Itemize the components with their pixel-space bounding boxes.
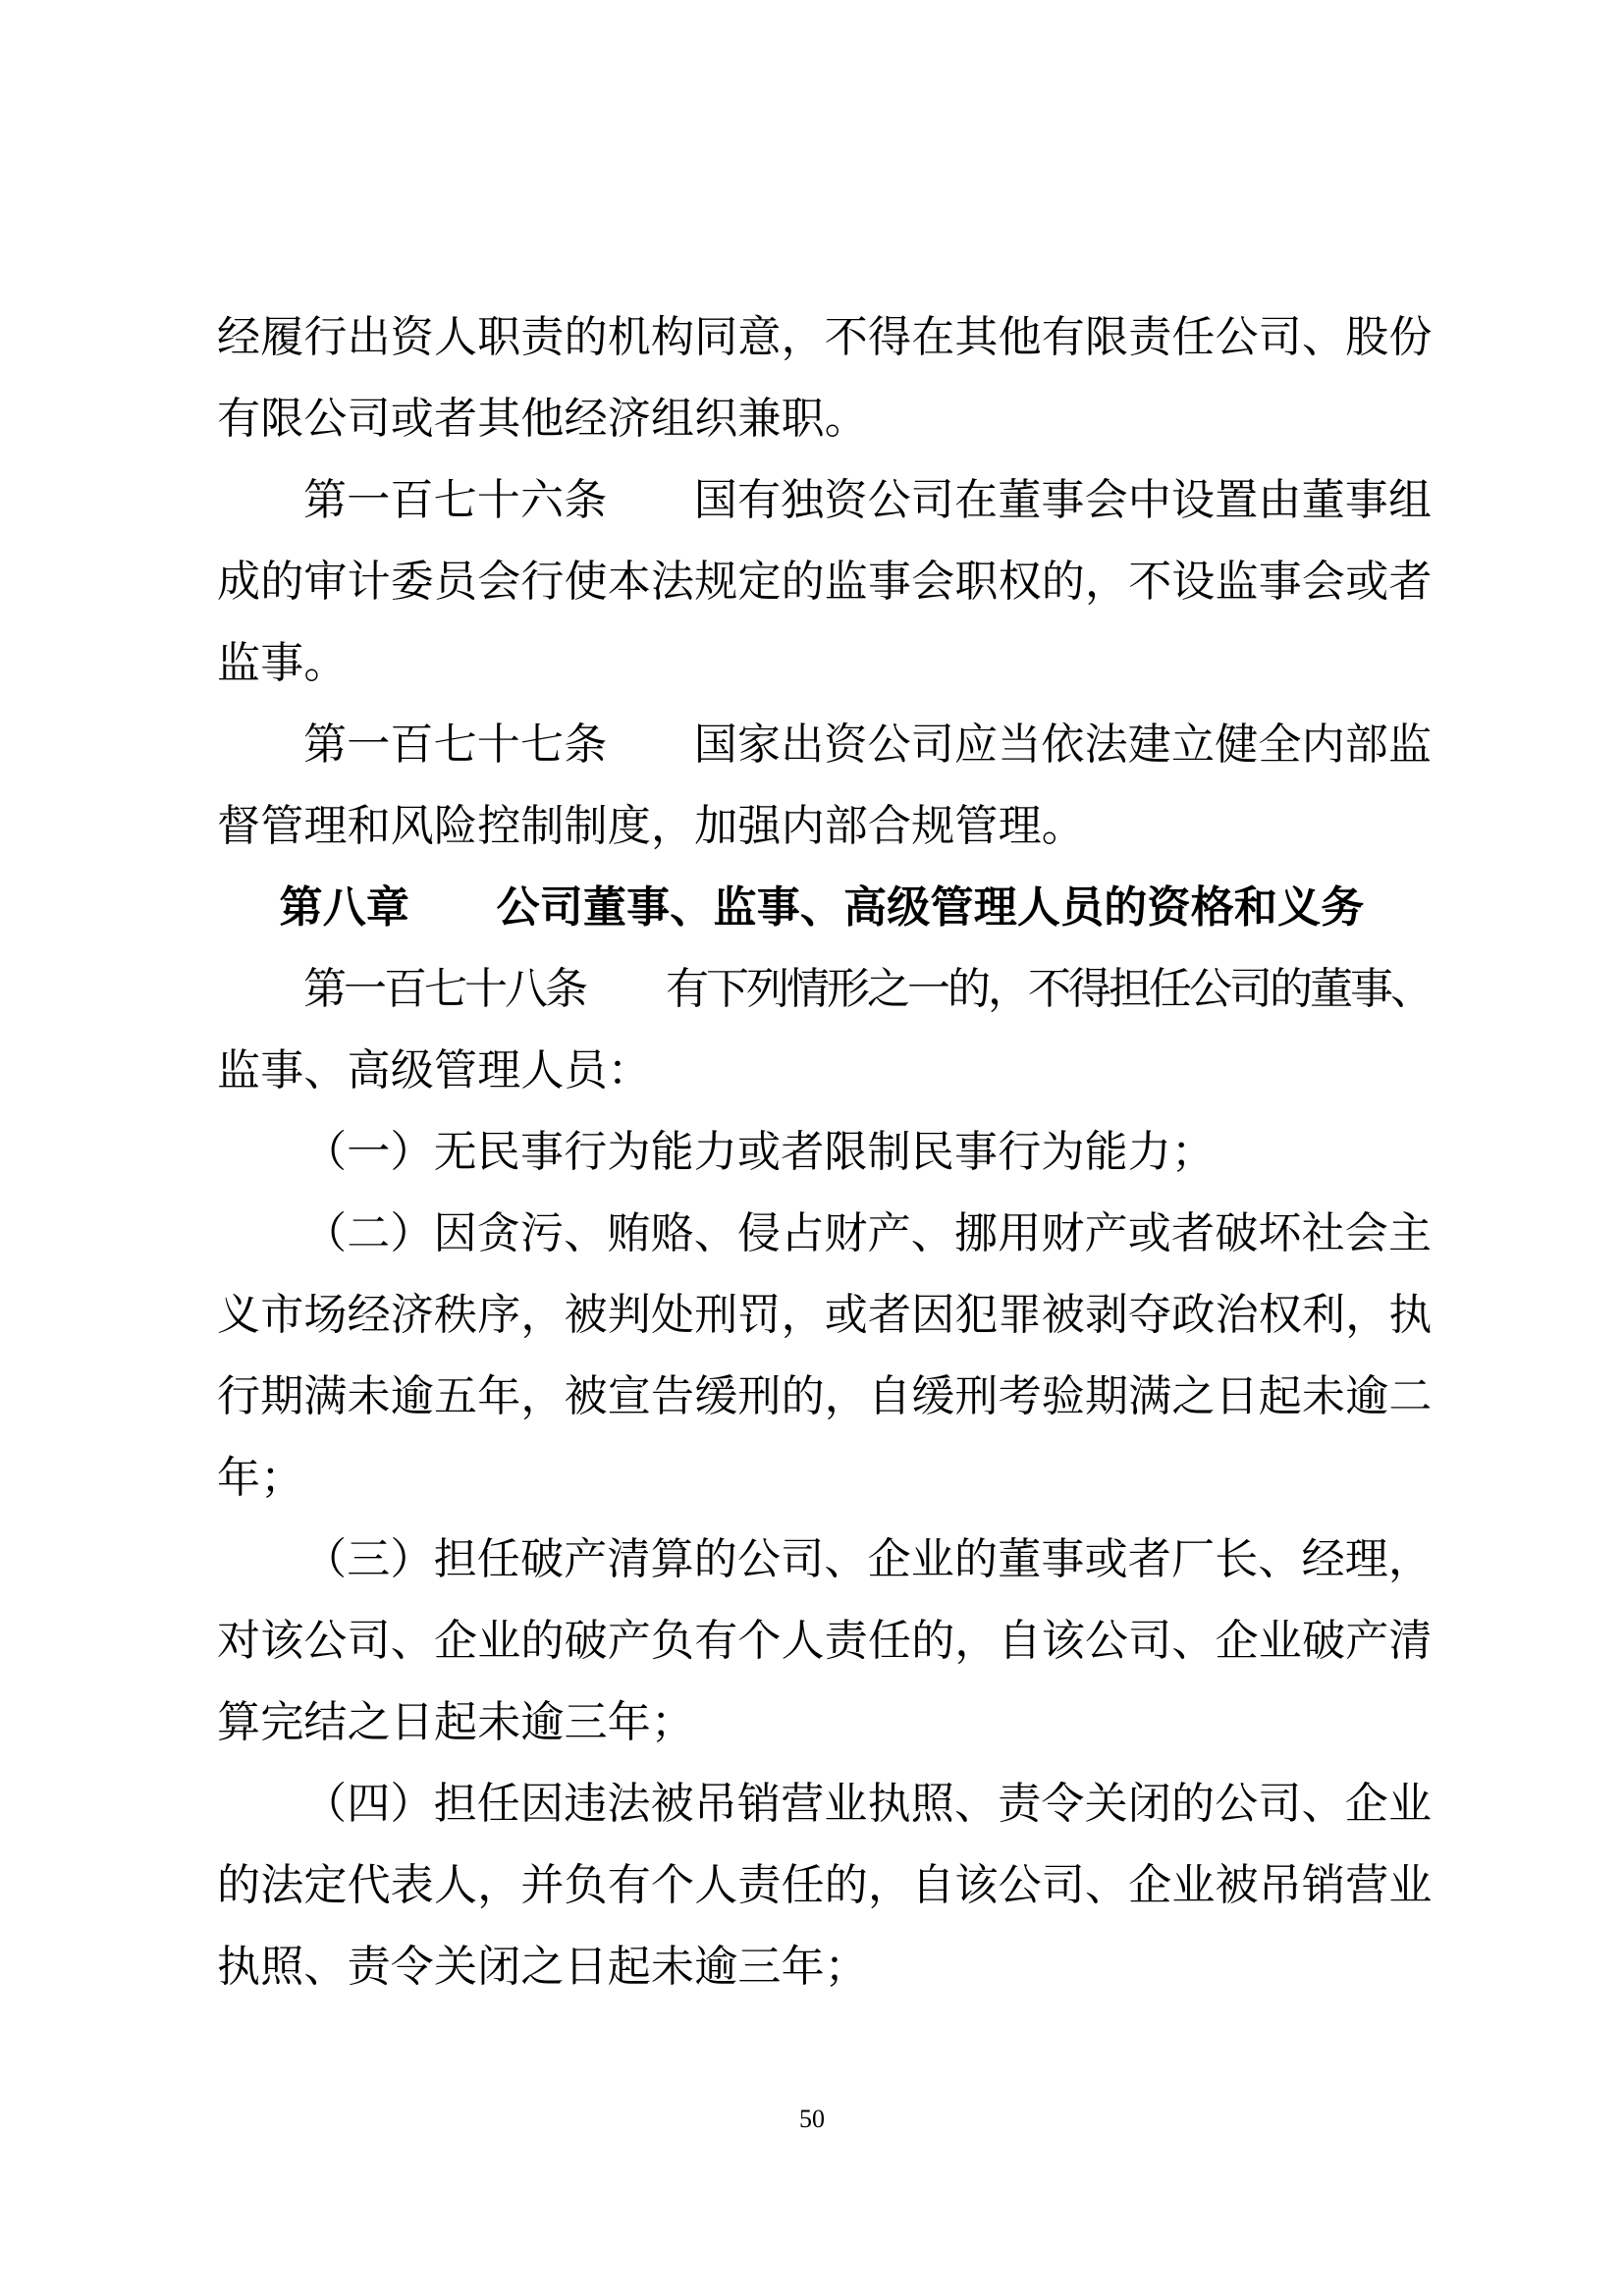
- paragraph-line: 监事。: [217, 639, 348, 687]
- paragraph-line: 执照、责令关闭之日起未逾三年；: [217, 1943, 868, 1991]
- paragraph-line: 监事、高级管理人员：: [217, 1046, 651, 1095]
- paragraph-line: 成的审计委员会行使本法规定的监事会职权的，不设监事会或者: [217, 558, 1433, 606]
- document-text-block: [217, 296, 1433, 2007]
- page-number: 50: [799, 2105, 825, 2133]
- list-item-2-line: （二）因贪污、贿赂、侵占财产、挪用财产或者破坏社会主: [303, 1209, 1433, 1257]
- paragraph-line: 年；: [217, 1454, 304, 1502]
- list-item-1-line: （一）无民事行为能力或者限制民事行为能力；: [303, 1128, 1216, 1176]
- paragraph-line: 行期满未逾五年，被宣告缓刑的，自缓刑考验期满之日起未逾二: [217, 1372, 1433, 1420]
- paragraph-line: 义市场经济秩序，被判处刑罚，或者因犯罪被剥夺政治权利，执: [217, 1291, 1433, 1339]
- list-item-3-line: （三）担任破产清算的公司、企业的董事或者厂长、经理，: [303, 1535, 1433, 1583]
- paragraph-line: 督管理和风险控制制度，加强内部合规管理。: [217, 802, 1085, 850]
- paragraph-line: 经履行出资人职责的机构同意，不得在其他有限责任公司、股份: [217, 313, 1433, 361]
- paragraph-line: 对该公司、企业的破产负有个人责任的，自该公司、企业破产清: [217, 1617, 1433, 1665]
- article-176-line: 第一百七十六条 国有独资公司在董事会中设置由董事组: [303, 476, 1433, 524]
- list-item-4-line: （四）担任因违法被吊销营业执照、责令关闭的公司、企业: [303, 1780, 1433, 1828]
- paragraph-line: 算完结之日起未逾三年；: [217, 1698, 695, 1746]
- article-178-line: 第一百七十八条 有下列情形之一的，不得担任公司的董事、: [303, 965, 1431, 1013]
- paragraph-line: 的法定代表人，并负有个人责任的，自该公司、企业被吊销营业: [217, 1861, 1433, 1909]
- chapter-8-heading: 第八章 公司董事、监事、高级管理人员的资格和义务: [279, 883, 1365, 932]
- article-177-line: 第一百七十七条 国家出资公司应当依法建立健全内部监: [303, 721, 1433, 769]
- paragraph-line: 有限公司或者其他经济组织兼职。: [217, 395, 868, 443]
